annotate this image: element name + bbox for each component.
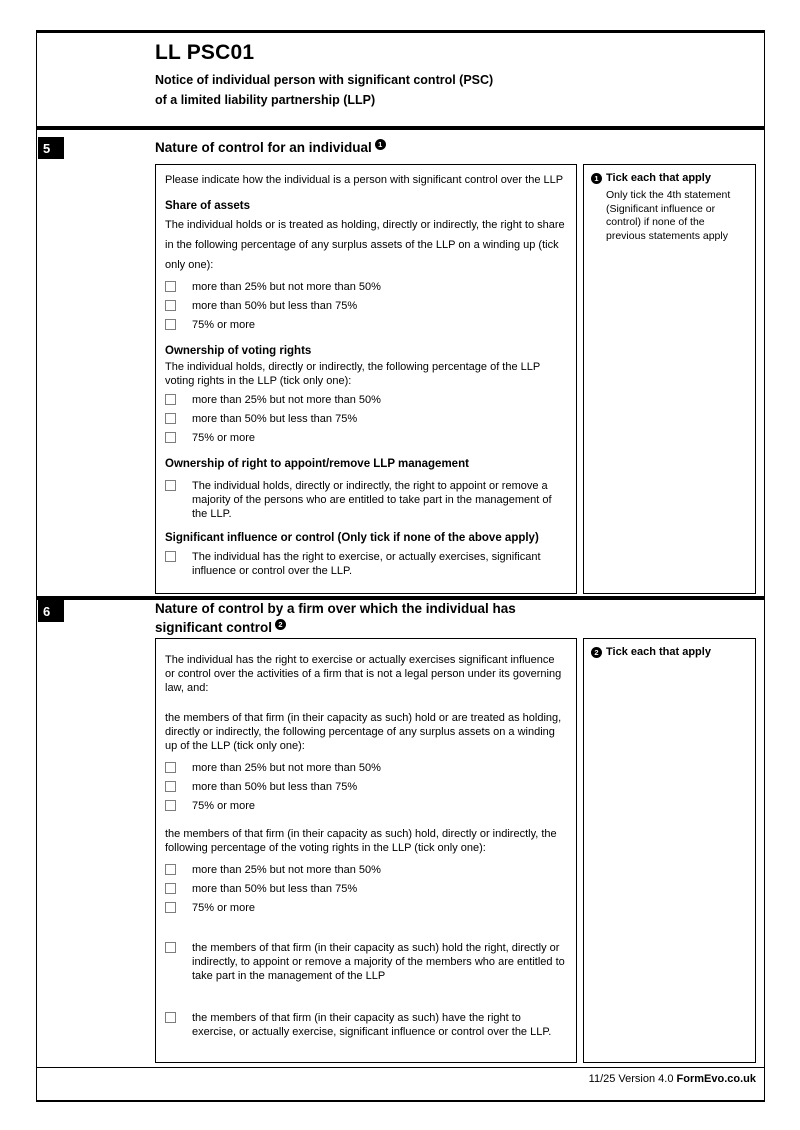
option-row <box>165 882 566 896</box>
checkbox-label: the members of that firm (in their capacity as such) hold the right, directly or indirectly, to appoint or remove a majority of the members who are entitled to take part in the management of the LLP <box>192 942 565 982</box>
sidebar-note-text: Only tick the 4th statement (Significant influence or control) if none of the previous statements apply <box>606 189 731 242</box>
footnote-marker-1-icon <box>591 173 602 184</box>
checkbox-label: more than 50% but less than 75% <box>192 781 358 793</box>
footer-divider <box>37 1067 764 1068</box>
significant-influence-heading: Significant influence or control (Only tick if none of the above apply) <box>165 532 539 544</box>
checkbox-label: more than 25% but not more than 50% <box>192 864 381 876</box>
checkbox-label: more than 50% but less than 75% <box>192 300 358 312</box>
checkbox-label: The individual holds, directly or indirectly, the right to appoint or remove a majority of the persons who are entitled to take part in the management of the LLP. <box>192 480 552 520</box>
checkbox-label: more than 25% but not more than 50% <box>192 762 381 774</box>
section6-number <box>38 600 64 622</box>
section6-title-text: Nature of control by a firm over which the individual has significant control <box>155 601 516 635</box>
footer <box>589 1073 756 1085</box>
section5-sidebar <box>583 164 756 594</box>
checkbox-s5-voting-25-50[interactable] <box>165 394 176 405</box>
checkbox-label: The individual has the right to exercise, or actually exercises, significant influence or control over the LLP. <box>192 551 541 577</box>
footnote-marker-2-digit: 2 <box>278 620 283 629</box>
option-row <box>165 479 566 521</box>
section5-number <box>38 137 64 159</box>
section5-intro: Please indicate how the individual is a person with significant control over the LLP <box>165 174 564 186</box>
option-row <box>165 901 566 915</box>
sidebar-note-header <box>591 172 747 185</box>
footnote-marker-2-icon <box>275 619 286 630</box>
checkbox-s6-assets-75plus[interactable] <box>165 800 176 811</box>
voting-rights-heading: Ownership of voting rights <box>165 345 312 357</box>
share-of-assets-heading: Share of assets <box>165 200 251 212</box>
section6-title <box>155 599 587 637</box>
section5-title <box>155 138 587 157</box>
checkbox-label: more than 50% but less than 75% <box>192 883 358 895</box>
form-page <box>36 30 765 1102</box>
checkbox-label: 75% or more <box>192 800 255 812</box>
form-subtitle-line2: of a limited liability partnership (LLP) <box>155 93 376 107</box>
checkbox-label: 75% or more <box>192 432 255 444</box>
checkbox-s5-voting-50-75[interactable] <box>165 413 176 424</box>
section6-number-label: 6 <box>43 603 51 619</box>
option-row <box>165 799 566 813</box>
section6-intro: The individual has the right to exercise or actually exercises significant influence or control over the activities of a firm that is not a legal person under its governing law, and: <box>165 654 562 694</box>
sidebar-note-title: Tick each that apply <box>606 646 711 658</box>
footnote-marker-2-icon <box>591 647 602 658</box>
checkbox-s5-assets-75plus[interactable] <box>165 319 176 330</box>
checkbox-label: more than 25% but not more than 50% <box>192 281 381 293</box>
checkbox-s5-assets-50-75[interactable] <box>165 300 176 311</box>
form-subtitle-line1: Notice of individual person with significant control (PSC) <box>155 73 494 87</box>
sidebar-note-title: Tick each that apply <box>606 172 711 184</box>
option-row <box>165 941 566 983</box>
checkbox-label: 75% or more <box>192 319 255 331</box>
option-row <box>165 299 566 313</box>
option-row <box>165 1011 566 1039</box>
footnote-marker-1-digit: 1 <box>378 140 383 149</box>
checkbox-s6-voting-25-50[interactable] <box>165 864 176 875</box>
checkbox-s6-assets-25-50[interactable] <box>165 762 176 773</box>
footnote-marker-1-icon <box>375 139 386 150</box>
checkbox-label: more than 50% but less than 75% <box>192 413 358 425</box>
firm-assets-description: the members of that firm (in their capacity as such) hold or are treated as holding, directly or indirectly, the following percentage of any surplus assets on a winding up of the LLP (tick only one): <box>165 712 562 752</box>
section5-divider <box>37 126 764 130</box>
firm-voting-description: the members of that firm (in their capacity as such) hold, directly or indirectly, the following percentage of the voting rights in the LLP (tick only one): <box>165 828 557 854</box>
section6-sidebar <box>583 638 756 1063</box>
sidebar-note-header <box>591 646 747 659</box>
checkbox-s5-appoint-remove[interactable] <box>165 480 176 491</box>
option-row <box>165 318 566 332</box>
option-row <box>165 280 566 294</box>
checkbox-label: more than 25% but not more than 50% <box>192 394 381 406</box>
option-row <box>165 761 566 775</box>
checkbox-s6-appoint-remove[interactable] <box>165 942 176 953</box>
option-row <box>165 550 566 578</box>
option-row <box>165 863 566 877</box>
checkbox-s5-voting-75plus[interactable] <box>165 432 176 443</box>
checkbox-s5-assets-25-50[interactable] <box>165 281 176 292</box>
voting-rights-description: The individual holds, directly or indirectly, the following percentage of the LLP voting rights in the LLP (tick only one): <box>165 361 541 387</box>
section5-content <box>155 164 577 594</box>
footer-brand: FormEvo.co.uk <box>676 1073 756 1085</box>
section5-number-label: 5 <box>43 140 51 156</box>
form-header <box>155 41 493 110</box>
checkbox-s6-significant-influence[interactable] <box>165 1012 176 1023</box>
option-row <box>165 393 566 407</box>
checkbox-label: 75% or more <box>192 902 255 914</box>
form-code: LL PSC01 <box>155 41 255 64</box>
checkbox-s6-voting-50-75[interactable] <box>165 883 176 894</box>
section5-title-text: Nature of control for an individual <box>155 140 372 155</box>
section6-content <box>155 638 577 1063</box>
footer-version-text: 11/25 Version 4.0 <box>588 1073 674 1085</box>
checkbox-s5-significant-influence[interactable] <box>165 551 176 562</box>
option-row <box>165 412 566 426</box>
footnote-marker-1-digit: 1 <box>594 173 599 183</box>
share-of-assets-description: The individual holds or is treated as holding, directly or indirectly, the right to share in the following percentage of any surplus assets of the LLP on a winding up (tick only one): <box>165 219 565 271</box>
checkbox-s6-assets-50-75[interactable] <box>165 781 176 792</box>
footnote-marker-2-digit: 2 <box>594 647 599 657</box>
checkbox-s6-voting-75plus[interactable] <box>165 902 176 913</box>
option-row <box>165 431 566 445</box>
checkbox-label: the members of that firm (in their capacity as such) have the right to exercise, or actually exercise, significant influence or control over the LLP. <box>192 1012 552 1038</box>
appoint-remove-heading: Ownership of right to appoint/remove LLP management <box>165 458 469 470</box>
option-row <box>165 780 566 794</box>
